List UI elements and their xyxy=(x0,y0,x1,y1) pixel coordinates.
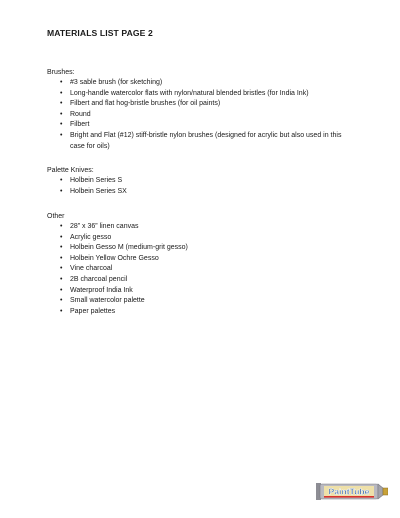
bullet-icon: • xyxy=(60,307,63,315)
list-item xyxy=(47,254,357,265)
list-item-text: Paper palettes xyxy=(70,307,116,315)
list-item-text: Waterproof India Ink xyxy=(70,286,133,294)
bullet-icon: • xyxy=(60,100,63,108)
list-item xyxy=(47,222,357,233)
paint-tube-logo-icon xyxy=(316,480,388,503)
section-heading: Brushes: xyxy=(47,69,75,76)
list-item xyxy=(47,243,357,254)
bullet-list xyxy=(47,222,357,317)
list-item xyxy=(47,176,357,187)
list-item xyxy=(47,233,357,244)
list-item xyxy=(47,286,357,297)
bullet-icon: • xyxy=(60,297,63,305)
bullet-icon: • xyxy=(60,286,63,294)
page-title: MATERIALS LIST PAGE 2 xyxy=(47,28,153,38)
bullet-icon: • xyxy=(60,131,63,139)
list-item-text: Acrylic gesso xyxy=(70,233,112,241)
bullet-icon: • xyxy=(60,177,63,184)
section-brushes xyxy=(47,68,357,152)
bullet-icon: • xyxy=(60,121,63,129)
bullet-list xyxy=(47,176,357,197)
tube-shoulder xyxy=(378,484,383,499)
list-item-text: Holbein Series S xyxy=(70,177,123,184)
list-item-text: Small watercolor palette xyxy=(70,297,145,305)
list-item xyxy=(47,78,357,89)
tube-cap xyxy=(383,488,388,495)
section-other xyxy=(47,212,357,317)
section-heading: Other xyxy=(47,213,65,220)
section-heading: Palette Knives: xyxy=(47,167,94,174)
list-item-text: Holbein Series SX xyxy=(70,187,127,195)
bullet-icon: • xyxy=(60,110,63,118)
list-item-text: Holbein Yellow Ochre Gesso xyxy=(70,254,159,262)
section-palette-knives xyxy=(47,166,357,197)
list-item-text: Round xyxy=(70,110,91,118)
list-item-text: Filbert and flat hog-bristle brushes (for oil paints) xyxy=(70,100,221,108)
bullet-icon: • xyxy=(60,254,63,262)
list-item-text: Long-handle watercolor flats with nylon/natural blended bristles (for India Ink) xyxy=(70,89,309,97)
bullet-icon: • xyxy=(60,233,63,241)
list-item xyxy=(47,89,357,100)
bullet-icon: • xyxy=(60,89,63,97)
bullet-icon: • xyxy=(60,275,63,283)
bullet-list xyxy=(47,78,357,152)
list-item-text: 28” x 36” linen canvas xyxy=(70,223,139,230)
bullet-icon: • xyxy=(60,223,63,230)
logo-text: PaintTube xyxy=(328,486,370,497)
list-item xyxy=(47,99,357,110)
list-item-text: #3 sable brush (for sketching) xyxy=(70,79,163,86)
bullet-icon: • xyxy=(60,79,63,86)
list-item-text: Vine charcoal xyxy=(70,265,113,273)
list-item xyxy=(47,264,357,275)
list-item xyxy=(47,131,357,152)
list-item-text: Filbert xyxy=(70,121,90,129)
bullet-icon: • xyxy=(60,265,63,273)
list-item xyxy=(47,110,357,121)
list-item xyxy=(47,120,357,131)
list-item-text: 2B charcoal pencil xyxy=(70,275,128,283)
bullet-icon: • xyxy=(60,187,63,195)
list-item xyxy=(47,275,357,286)
list-item xyxy=(47,187,357,198)
list-item-text: Holbein Gesso M (medium-grit gesso) xyxy=(70,244,188,252)
bullet-icon: • xyxy=(60,244,63,252)
list-item xyxy=(47,296,357,307)
list-item xyxy=(47,307,357,318)
list-item-text: Bright and Flat (#12) stiff-bristle nylon brushes (designed for acrylic but also used in this case for oils) xyxy=(70,131,342,150)
